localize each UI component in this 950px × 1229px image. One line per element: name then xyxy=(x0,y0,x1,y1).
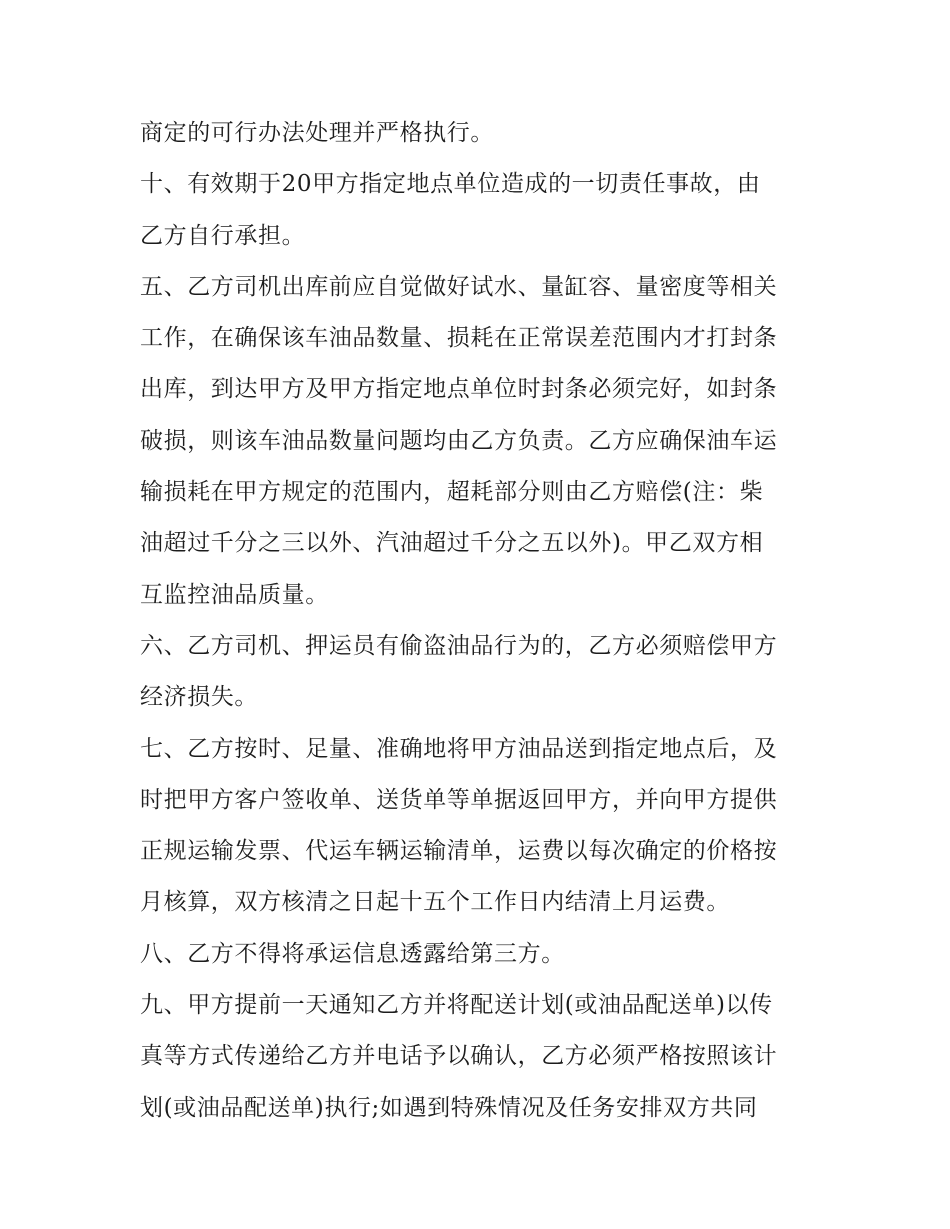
document-body xyxy=(140,108,830,1134)
text-line: 六、乙方司机、押运员有偷盗油品行为的，乙方必须赔偿甲方 xyxy=(140,632,778,659)
text-line: 八、乙方不得将承运信息透露给第三方。 xyxy=(140,940,565,967)
text-line: 乙方自行承担。 xyxy=(140,222,306,249)
text-line: 油超过千分之三以外、汽油超过千分之五以外)。甲乙双方相 xyxy=(140,530,764,557)
text-line: 七、乙方按时、足量、准确地将甲方油品送到指定地点后，及 xyxy=(140,735,778,762)
text-line: 破损，则该车油品数量问题均由乙方负责。乙方应确保油车运 xyxy=(140,427,778,454)
text-line: 经济损失。 xyxy=(140,684,258,711)
text-line: 五、乙方司机出库前应自觉做好试水、量缸容、量密度等相关 xyxy=(140,273,778,300)
text-line: 出库，到达甲方及甲方指定地点单位时封条必须完好，如封条 xyxy=(140,376,778,403)
text-line: 输损耗在甲方规定的范围内，超耗部分则由乙方赔偿(注：柴 xyxy=(140,479,764,506)
text-line: 九、甲方提前一天通知乙方并将配送计划(或油品配送单)以传 xyxy=(140,992,773,1019)
text-line: 十、有效期于20甲方指定地点单位造成的一切责任事故，由 xyxy=(140,171,761,198)
text-line: 工作，在确保该车油品数量、损耗在正常误差范围内才打封条 xyxy=(140,325,778,352)
text-line: 正规运输发票、代运车辆运输清单，运费以每次确定的价格按 xyxy=(140,838,778,865)
text-line: 互监控油品质量。 xyxy=(140,581,329,608)
text-line: 真等方式传递给乙方并电话予以确认，乙方必须严格按照该计 xyxy=(140,1043,778,1070)
text-line: 月核算，双方核清之日起十五个工作日内结清上月运费。 xyxy=(140,889,730,916)
text-line: 商定的可行办法处理并严格执行。 xyxy=(140,120,494,146)
text-line: 划(或油品配送单)执行;如遇到特殊情况及任务安排双方共同 xyxy=(140,1094,758,1121)
text-line: 时把甲方客户签收单、送货单等单据返回甲方，并向甲方提供 xyxy=(140,786,778,813)
